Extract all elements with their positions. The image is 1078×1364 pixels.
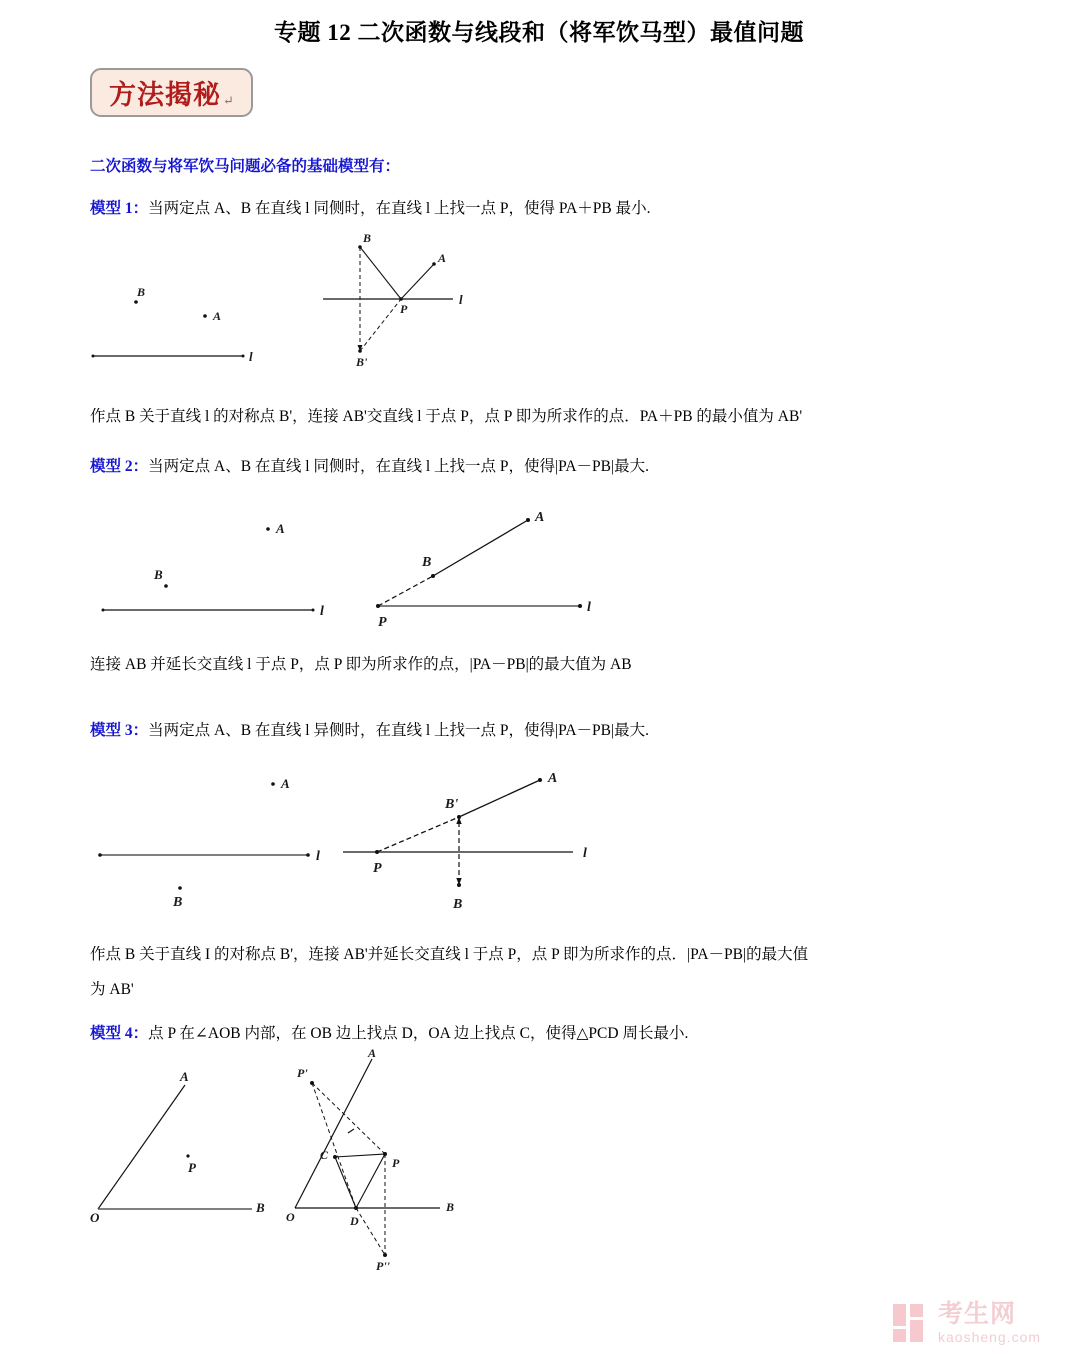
model-2-label: 模型 2： xyxy=(90,458,149,475)
watermark-logo xyxy=(893,1294,1068,1352)
model-4-line xyxy=(90,1022,688,1045)
model-1-figure xyxy=(85,232,505,382)
label-P-left-4: P xyxy=(188,1160,196,1175)
label-B-left-4: B xyxy=(256,1200,265,1215)
model-1-statement: 当两定点 A、B 在直线 l 同侧时，在直线 l 上找一点 P，使得 PA＋PB 最小. xyxy=(148,200,651,217)
label-Pdoubleprime-right-4: P'' xyxy=(376,1259,390,1273)
model-2-statement: 当两定点 A、B 在直线 l 同侧时，在直线 l 上找一点 P，使得|PA－PB|最大. xyxy=(148,458,649,475)
model-3-line xyxy=(90,719,649,742)
label-P-right-3: P xyxy=(373,861,382,876)
model-1-line xyxy=(90,197,651,220)
model-4-figure xyxy=(80,1045,560,1273)
model-2-explanation: 连接 AB 并延长交直线 l 于点 P，点 P 即为所求作的点，|PA－PB|的最大值为 AB xyxy=(90,656,632,673)
kaosheng-mark-icon xyxy=(893,1304,931,1342)
label-A-right-2: A xyxy=(535,510,545,525)
label-B-left: B xyxy=(137,285,146,299)
model-2-line xyxy=(90,455,649,478)
label-B-right-4: B xyxy=(446,1200,455,1214)
watermark-en: kaosheng.com xyxy=(938,1329,1042,1345)
method-badge-label: 方法揭秘 xyxy=(109,80,221,110)
model-1-label: 模型 1： xyxy=(90,200,149,217)
label-P-right-2: P xyxy=(378,615,387,630)
label-l-right-3: l xyxy=(583,846,587,861)
label-l-left-2: l xyxy=(320,604,324,619)
label-l-right-2: l xyxy=(587,600,591,615)
model-3-label: 模型 3： xyxy=(90,722,149,739)
model-1-explanation: 作点 B 关于直线 l 的对称点 B'，连接 AB'交直线 l 于点 P，点 P 即为所求作的点．PA＋PB 的最小值为 AB' xyxy=(90,408,803,425)
label-B-right-3: B xyxy=(453,897,463,912)
label-A-left-2: A xyxy=(276,521,285,536)
page-title: 专题 12 二次函数与线段和（将军饮马型）最值问题 xyxy=(274,20,804,45)
model-3-statement: 当两定点 A、B 在直线 l 异侧时，在直线 l 上找一点 P，使得|PA－PB|最大. xyxy=(148,722,649,739)
intro-heading: 二次函数与将军饮马问题必备的基础模型有： xyxy=(90,158,401,175)
label-Bprime-right-3: B' xyxy=(445,797,459,812)
label-P-right-4: P xyxy=(392,1156,400,1170)
label-A-left: A xyxy=(213,309,222,323)
label-B-right-2: B xyxy=(422,555,432,570)
watermark-text xyxy=(938,1302,1041,1344)
return-mark-icon: ↵ xyxy=(223,93,234,108)
method-badge xyxy=(90,68,253,117)
label-l-left-3: l xyxy=(316,849,320,864)
watermark-cn: 考生网 xyxy=(938,1300,1017,1328)
label-O-left-4: O xyxy=(90,1210,100,1225)
label-Bprime-right: B' xyxy=(356,355,368,369)
label-A-left-3: A xyxy=(281,776,290,791)
label-Pprime-right-4: P' xyxy=(297,1066,308,1080)
label-P-right: P xyxy=(400,302,408,316)
label-A-right: A xyxy=(438,251,447,265)
model-4-label: 模型 4： xyxy=(90,1025,149,1042)
model-3-explanation: 作点 B 关于直线 I 的对称点 B'，连接 AB'并延长交直线 l 于点 P，点 P 即为所求作的点．|PA－PB|的最大值 xyxy=(90,946,809,963)
label-B-left-2: B xyxy=(154,567,163,582)
label-A-right-4: A xyxy=(368,1046,377,1060)
label-B-right: B xyxy=(363,231,372,245)
label-D-right-4: D xyxy=(350,1214,359,1228)
label-A-left-4: A xyxy=(180,1069,189,1084)
label-B-left-3: B xyxy=(173,895,183,910)
model-4-statement: 点 P 在∠AOB 内部，在 OB 边上找点 D，OA 边上找点 C，使得△PCD 周长最小. xyxy=(148,1025,689,1042)
method-badge-wrapper xyxy=(90,68,253,117)
label-l-left: l xyxy=(249,349,253,364)
label-C-right-4: C xyxy=(320,1148,329,1162)
model-3-explanation-cont: 为 AB' xyxy=(90,981,134,998)
model-2-figure xyxy=(85,498,615,628)
label-O-right-4: O xyxy=(286,1210,295,1224)
label-l-right: l xyxy=(459,292,463,307)
label-A-right-3: A xyxy=(548,771,558,786)
model-3-figure xyxy=(85,760,625,920)
